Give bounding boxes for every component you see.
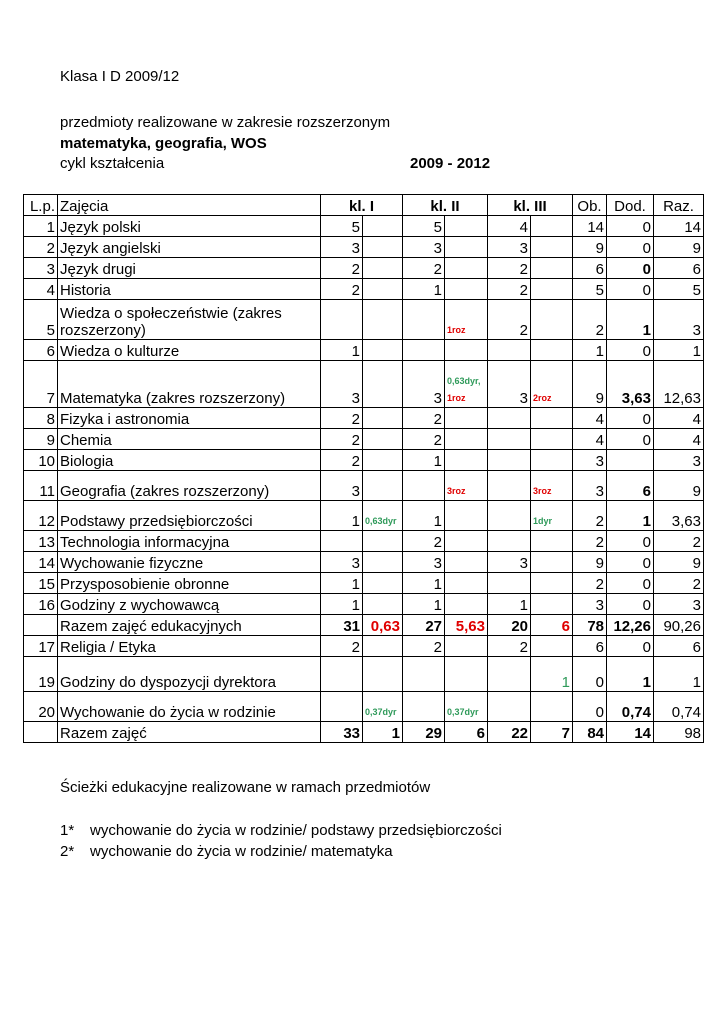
table-row [24,594,704,615]
cell-ob: 9 [573,237,607,258]
cell-k1: 2 [321,429,363,450]
cell-lp: 20 [24,692,58,722]
cell-k3-extra [531,408,573,429]
cell-name: Wychowanie fizyczne [58,552,321,573]
cell-k3: 2 [488,279,531,300]
cell-ob: 6 [573,258,607,279]
cell-k2-extra [445,594,488,615]
table-row [24,471,704,501]
cell-k2: 2 [403,429,445,450]
table-row [24,501,704,531]
class-line: Klasa I D 2009/12 [60,68,180,85]
cell-k3: 20 [488,615,531,636]
cell-raz: 9 [654,552,704,573]
cell-lp: 13 [24,531,58,552]
cell-raz: 3 [654,594,704,615]
subjects-line: matematyka, geografia, WOS [60,135,267,152]
cell-dod: 0 [607,340,654,361]
cell-k3-extra [531,258,573,279]
cell-lp: 15 [24,573,58,594]
cell-name: Godziny do dyspozycji dyrektora [58,657,321,692]
table-row [24,573,704,594]
header-name: Zajęcia [58,195,321,216]
cell-ob: 3 [573,450,607,471]
table-row [24,340,704,361]
cell-lp: 11 [24,471,58,501]
cell-k2: 27 [403,615,445,636]
cell-k3-extra: 1 [531,657,573,692]
cell-k3: 2 [488,300,531,340]
cell-k1-extra [363,552,403,573]
cell-name: Fizyka i astronomia [58,408,321,429]
cycle-label: cykl kształcenia [60,155,165,172]
cell-raz: 3,63 [654,501,704,531]
cell-k2-extra [445,279,488,300]
cell-name-line2: rozszerzony) [60,322,146,339]
cell-dod: 1 [607,501,654,531]
cell-k2-extra [445,501,488,531]
cell-k3-extra: 1dyr [531,501,573,531]
cell-name: Język angielski [58,237,321,258]
cell-raz: 3 [654,450,704,471]
cell-k3-extra [531,692,573,722]
cell-dod: 0 [607,237,654,258]
cell-dod: 0 [607,594,654,615]
cell-k2-extra [445,361,488,408]
cell-k3-extra: 7 [531,722,573,743]
table-row [24,692,704,722]
cell-ob: 2 [573,501,607,531]
cell-k3 [488,531,531,552]
cell-k1-extra [363,361,403,408]
cell-k1-extra [363,636,403,657]
cell-ob: 2 [573,573,607,594]
cell-dod: 1 [607,300,654,340]
cell-ob: 2 [573,531,607,552]
cell-raz: 12,63 [654,361,704,408]
cell-k2: 3 [403,552,445,573]
cell-k1: 1 [321,594,363,615]
cell-raz: 2 [654,531,704,552]
cell-k1: 3 [321,237,363,258]
cell-k1: 33 [321,722,363,743]
cell-k3-extra: 2roz [531,361,573,408]
cell-k1: 2 [321,450,363,471]
cell-k1-extra [363,237,403,258]
cell-dod: 0 [607,531,654,552]
cell-lp: 9 [24,429,58,450]
table-row [24,531,704,552]
cell-lp: 2 [24,237,58,258]
table-row [24,361,704,408]
cell-k3-extra [531,279,573,300]
cell-k2 [403,340,445,361]
cell-k1-extra [363,216,403,237]
cell-name: Wychowanie do życia w rodzinie [58,692,321,722]
cell-name: Biologia [58,450,321,471]
cell-k2-extra [445,531,488,552]
cell-k1-extra [363,573,403,594]
cell-k1-extra: 0,63 [363,615,403,636]
cell-k3-extra [531,237,573,258]
cell-k3-extra [531,636,573,657]
cell-name: Chemia [58,429,321,450]
table-row [24,258,704,279]
cell-k2: 1 [403,594,445,615]
cell-k2-extra [445,573,488,594]
table-row [24,636,704,657]
cell-dod: 1 [607,657,654,692]
cell-ob: 0 [573,657,607,692]
cell-k3-extra [531,429,573,450]
cell-k2-extra [445,636,488,657]
cell-name-line1: Wiedza o społeczeństwie (zakres [60,305,282,322]
cell-k2-extra: 6 [445,722,488,743]
cell-lp: 12 [24,501,58,531]
cell-k3-extra [531,531,573,552]
cell-k1: 3 [321,361,363,408]
cell-raz: 2 [654,573,704,594]
cell-lp: 7 [24,361,58,408]
cell-raz: 1 [654,340,704,361]
cell-k3-extra [531,216,573,237]
cell-k3 [488,657,531,692]
cell-k2: 1 [403,573,445,594]
cell-ob: 9 [573,361,607,408]
cell-k2-extra [445,429,488,450]
cell-k1-extra [363,300,403,340]
cell-k3-extra: 3roz [531,471,573,501]
cell-name: Język drugi [58,258,321,279]
cell-k2: 2 [403,408,445,429]
cell-k1: 1 [321,340,363,361]
cell-k1: 2 [321,258,363,279]
cell-raz: 98 [654,722,704,743]
cell-lp: 3 [24,258,58,279]
cell-ob: 5 [573,279,607,300]
cell-k1: 3 [321,471,363,501]
table-row [24,279,704,300]
cell-k3: 4 [488,216,531,237]
header-ob: Ob. [573,195,607,216]
cell-k1-extra: 0,63dyr [363,501,403,531]
cell-name: Język polski [58,216,321,237]
cell-k3 [488,501,531,531]
cell-lp: 6 [24,340,58,361]
cell-k1-extra [363,429,403,450]
cell-k3: 1 [488,594,531,615]
cell-ob: 78 [573,615,607,636]
cell-name: Podstawy przedsiębiorczości [58,501,321,531]
cell-k2: 1 [403,501,445,531]
cell-name: Razem zajęć edukacyjnych [58,615,321,636]
cell-dod [607,450,654,471]
cell-raz: 90,26 [654,615,704,636]
cell-ob: 84 [573,722,607,743]
cell-k1: 2 [321,636,363,657]
subtotal-row [24,615,704,636]
header-k1: kl. I [321,195,403,216]
cell-k2: 2 [403,258,445,279]
cell-k2-extra [445,216,488,237]
header-lp: L.p. [24,195,58,216]
cell-raz: 0,74 [654,692,704,722]
total-row [24,722,704,743]
cell-k1-extra [363,279,403,300]
cell-raz: 9 [654,471,704,501]
cell-k3-extra [531,300,573,340]
cell-k2-extra [445,552,488,573]
extended-line: przedmioty realizowane w zakresie rozszerzonym [60,114,391,131]
cell-name: Wiedza o kulturze [58,340,321,361]
cell-ob: 4 [573,408,607,429]
footnote-2 [60,843,393,860]
cell-k2-extra-red: 1roz [447,393,466,403]
cell-k2: 2 [403,636,445,657]
table-header-row [24,195,704,216]
cell-ob: 6 [573,636,607,657]
footnote-text: wychowanie do życia w rodzinie/ matematyka [90,843,393,860]
cell-ob: 14 [573,216,607,237]
curriculum-table [23,194,704,743]
cell-k1 [321,300,363,340]
cell-ob: 9 [573,552,607,573]
table-row [24,429,704,450]
cell-name [58,300,321,340]
cell-k1-extra [363,594,403,615]
cell-dod: 0 [607,573,654,594]
cell-lp: 16 [24,594,58,615]
cell-name: Godziny z wychowawcą [58,594,321,615]
cell-k3: 2 [488,258,531,279]
cell-k2: 1 [403,279,445,300]
cell-dod: 0 [607,279,654,300]
cell-k2-extra [445,657,488,692]
cell-k3: 3 [488,552,531,573]
cell-name: Matematyka (zakres rozszerzony) [58,361,321,408]
header-k2: kl. II [403,195,488,216]
cell-raz: 5 [654,279,704,300]
cell-k2 [403,300,445,340]
table-row [24,657,704,692]
cell-k2-extra [445,258,488,279]
cell-k3-extra [531,594,573,615]
cell-k2-extra: 5,63 [445,615,488,636]
cell-k1-extra [363,408,403,429]
cell-k2 [403,471,445,501]
table-row [24,450,704,471]
cell-raz: 4 [654,429,704,450]
cell-k2-extra [445,450,488,471]
cell-k1-extra [363,450,403,471]
cell-dod: 0 [607,408,654,429]
cell-k2: 29 [403,722,445,743]
cell-k2-extra: 0,37dyr [445,692,488,722]
cell-k2: 3 [403,237,445,258]
cell-k2: 3 [403,361,445,408]
table-row [24,552,704,573]
cell-raz: 4 [654,408,704,429]
cell-k3 [488,450,531,471]
cell-ob: 3 [573,471,607,501]
cell-k3 [488,429,531,450]
table-row [24,216,704,237]
cell-k3 [488,471,531,501]
cell-k1-extra [363,340,403,361]
cell-k3 [488,340,531,361]
cell-dod: 6 [607,471,654,501]
cell-dod: 14 [607,722,654,743]
cell-k3-extra [531,450,573,471]
table-row [24,408,704,429]
cell-raz: 3 [654,300,704,340]
cell-k1-extra [363,657,403,692]
paths-title: Ścieżki edukacyjne realizowane w ramach przedmiotów [60,779,431,796]
table-row [24,237,704,258]
cell-ob: 0 [573,692,607,722]
cell-ob: 3 [573,594,607,615]
cell-k2 [403,657,445,692]
cell-dod: 0 [607,216,654,237]
cell-lp: 17 [24,636,58,657]
footnote-1 [60,822,502,839]
cell-k1 [321,531,363,552]
cell-name: Religia / Etyka [58,636,321,657]
cell-k1: 3 [321,552,363,573]
cell-k1-extra [363,258,403,279]
cell-name: Przysposobienie obronne [58,573,321,594]
cell-name: Historia [58,279,321,300]
cell-k1-extra: 1 [363,722,403,743]
cell-dod: 3,63 [607,361,654,408]
cell-k1-extra [363,471,403,501]
cell-ob: 2 [573,300,607,340]
cell-k2-extra: 3roz [445,471,488,501]
cell-k1 [321,657,363,692]
cell-lp [24,722,58,743]
footnote-mark: 1* [60,822,75,839]
cell-k2-extra: 1roz [445,300,488,340]
cell-raz: 6 [654,258,704,279]
cell-k2: 5 [403,216,445,237]
cell-k1: 2 [321,408,363,429]
cell-k3 [488,408,531,429]
cell-dod: 0 [607,552,654,573]
cell-lp: 8 [24,408,58,429]
cell-k2: 1 [403,450,445,471]
cycle-years: 2009 - 2012 [410,155,491,172]
cell-lp: 1 [24,216,58,237]
cell-k3-extra [531,573,573,594]
cell-k3: 3 [488,361,531,408]
cell-lp: 10 [24,450,58,471]
footnote-mark: 2* [60,843,75,860]
cell-k2-extra [445,408,488,429]
cell-lp: 5 [24,300,58,340]
cell-ob: 1 [573,340,607,361]
cell-k2-extra [445,237,488,258]
cell-k1: 1 [321,501,363,531]
cell-lp: 19 [24,657,58,692]
cell-k1: 31 [321,615,363,636]
cell-name: Razem zajęć [58,722,321,743]
table-row [24,300,704,340]
cell-dod: 0,74 [607,692,654,722]
header-raz: Raz. [654,195,704,216]
cell-k3 [488,692,531,722]
cell-k2: 2 [403,531,445,552]
cell-k1-extra: 0,37dyr [363,692,403,722]
cell-k3: 2 [488,636,531,657]
cell-k3-extra [531,552,573,573]
cell-raz: 6 [654,636,704,657]
cell-lp: 4 [24,279,58,300]
cell-k1-extra [363,531,403,552]
cell-lp: 14 [24,552,58,573]
cell-raz: 1 [654,657,704,692]
cell-name: Geografia (zakres rozszerzony) [58,471,321,501]
cell-k3: 3 [488,237,531,258]
cell-name: Technologia informacyjna [58,531,321,552]
cell-k3-extra [531,340,573,361]
header-dod: Dod. [607,195,654,216]
cell-lp [24,615,58,636]
header-k3: kl. III [488,195,573,216]
cell-k2-extra-green: 0,63dyr, [447,376,481,386]
cell-k3: 22 [488,722,531,743]
cell-raz: 14 [654,216,704,237]
cell-dod: 0 [607,636,654,657]
cell-ob: 4 [573,429,607,450]
cell-k1: 5 [321,216,363,237]
cell-k3 [488,573,531,594]
cell-k1: 2 [321,279,363,300]
cell-raz: 9 [654,237,704,258]
footnote-text: wychowanie do życia w rodzinie/ podstawy przedsiębiorczości [90,822,502,839]
cell-k2 [403,692,445,722]
cell-dod: 0 [607,429,654,450]
cell-k1 [321,692,363,722]
cell-k3-extra: 6 [531,615,573,636]
cell-k2-extra [445,340,488,361]
cell-dod: 12,26 [607,615,654,636]
cell-k1: 1 [321,573,363,594]
cell-dod: 0 [607,258,654,279]
